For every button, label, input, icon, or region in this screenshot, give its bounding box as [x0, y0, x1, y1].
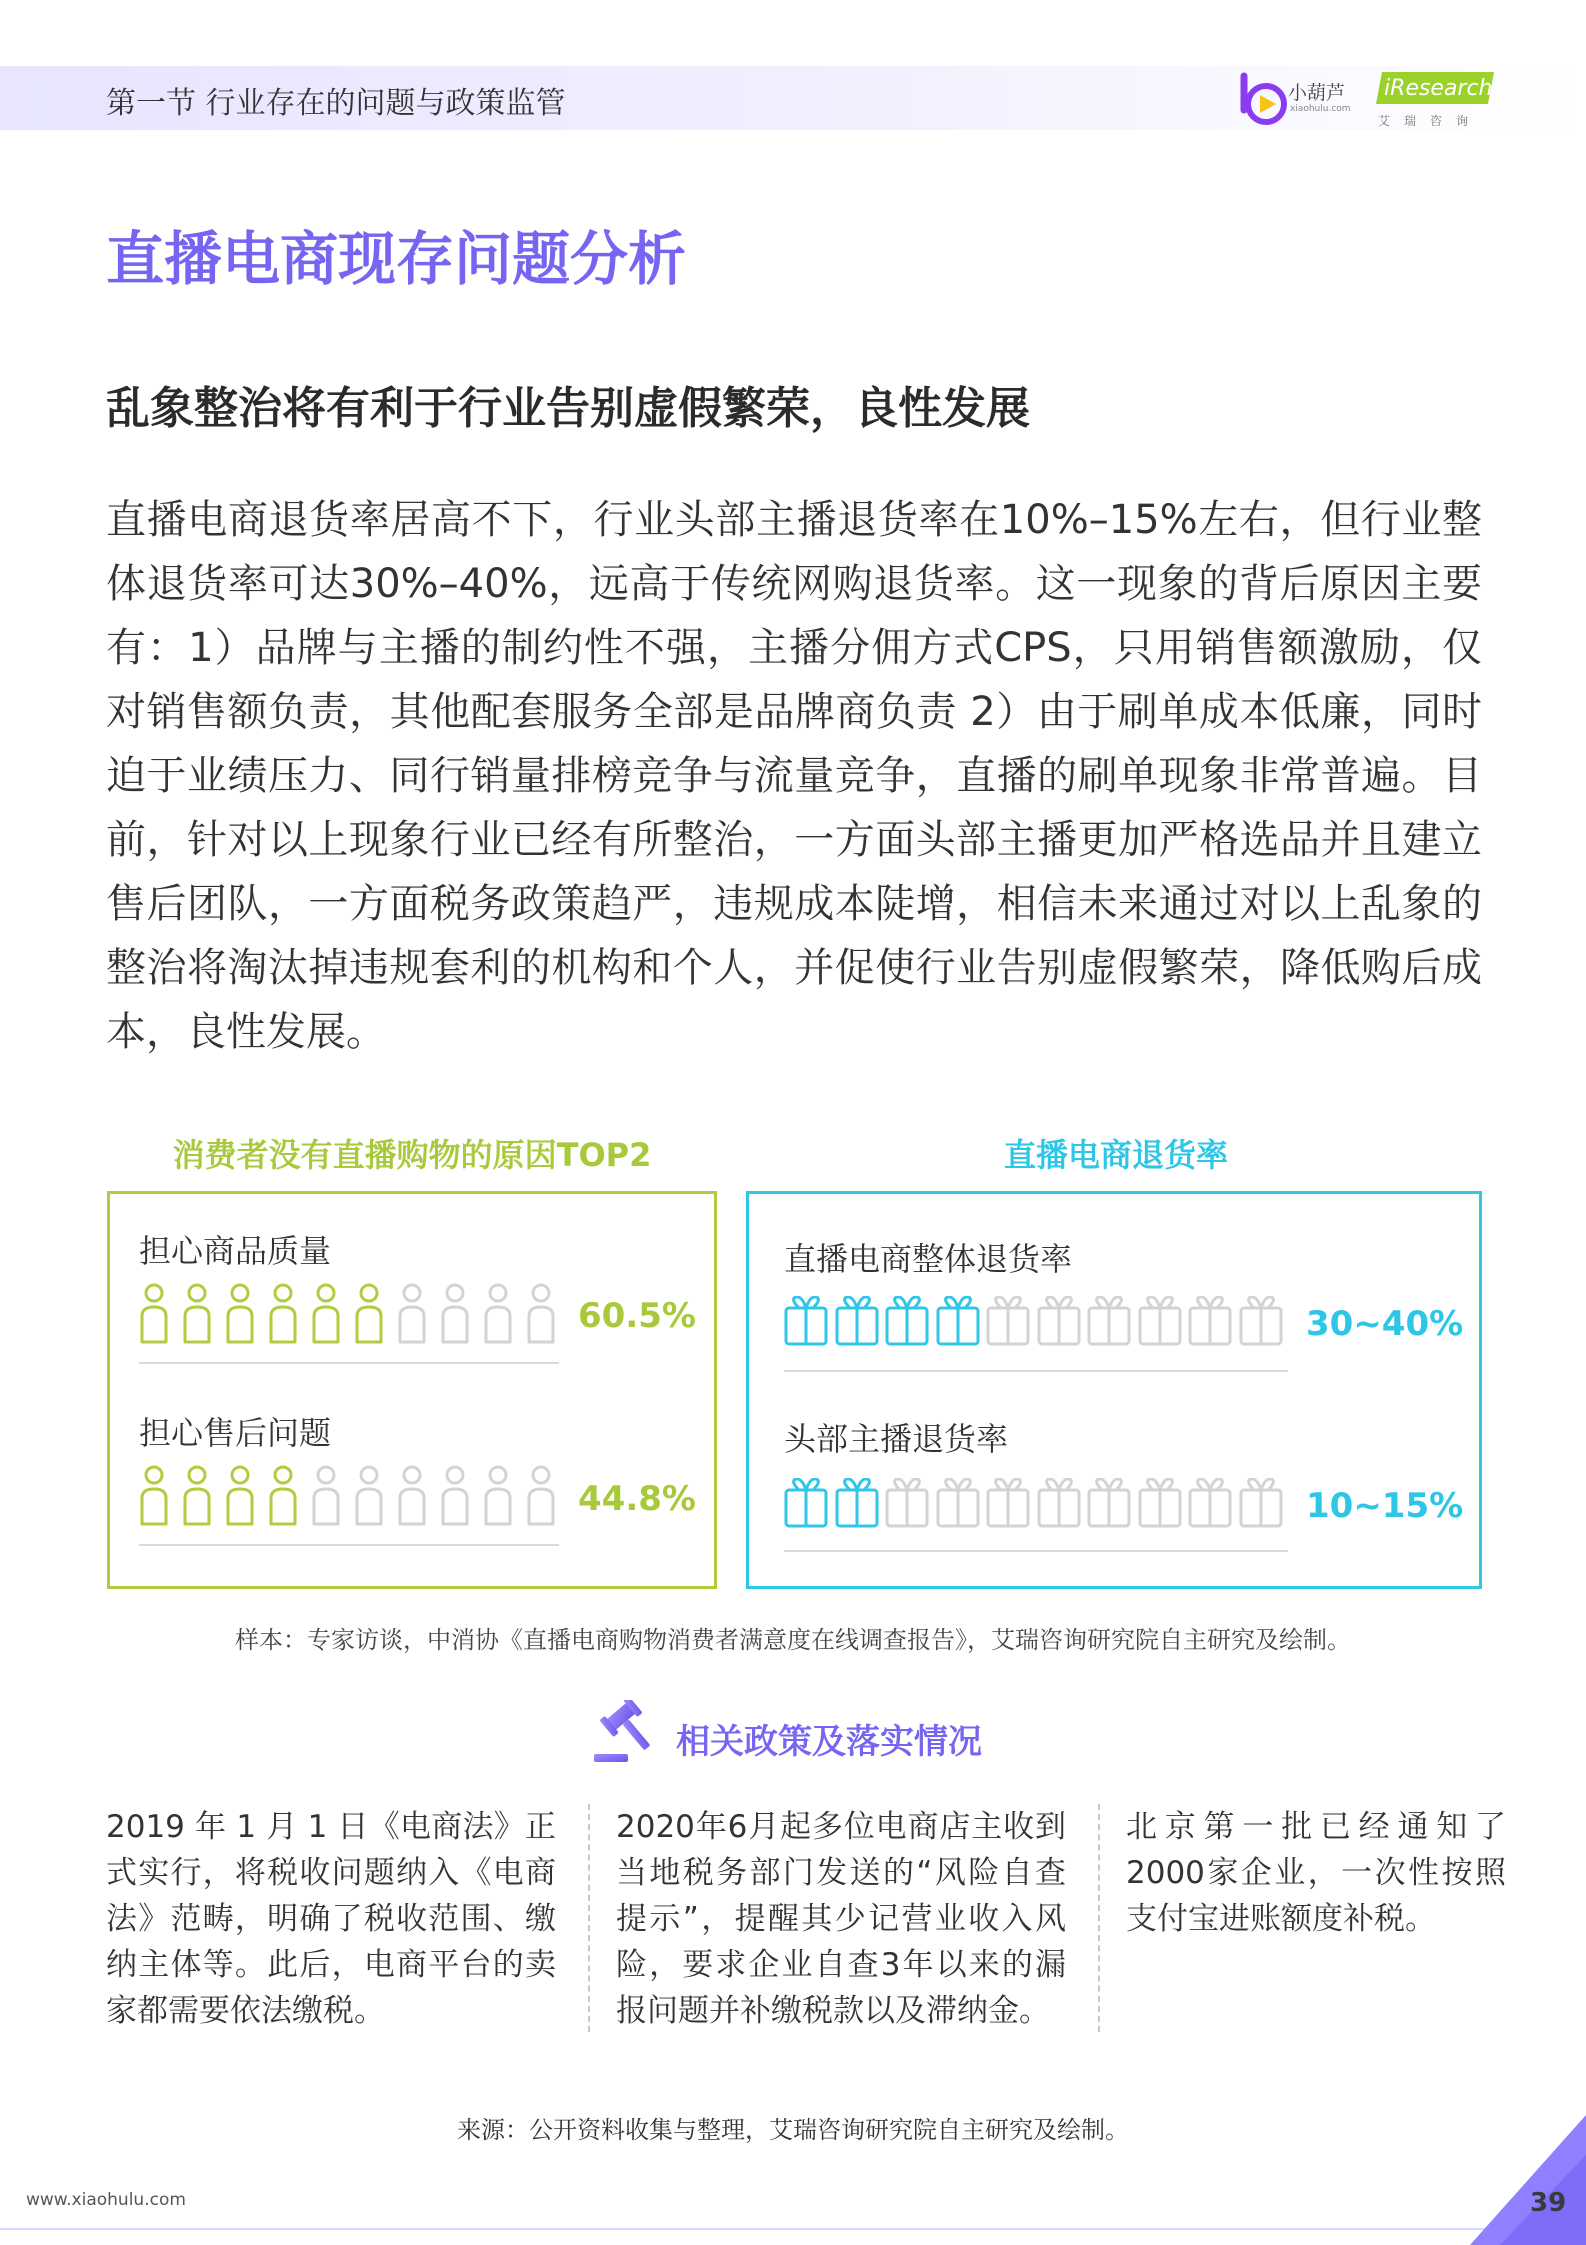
policy-divider	[588, 1804, 590, 2032]
person-icon	[225, 1464, 255, 1526]
person-icon	[440, 1464, 470, 1526]
person-icon	[397, 1282, 427, 1344]
gift-icon	[1188, 1296, 1232, 1346]
gift-icon	[835, 1296, 879, 1346]
gift-icon	[1138, 1296, 1182, 1346]
chart1-row1-icons	[139, 1282, 559, 1344]
sample-note: 样本：专家访谈，中消协《直播电商购物消费者满意度在线调查报告》，艾瑞咨询研究院自主研究及绘制。	[235, 1626, 1351, 1654]
source-note: 来源：公开资料收集与整理，艾瑞咨询研究院自主研究及绘制。	[457, 2116, 1129, 2144]
gift-icon	[1087, 1296, 1131, 1346]
chart1-row1-baseline	[139, 1362, 559, 1364]
chart2-row1-icons	[784, 1296, 1288, 1348]
gift-icon	[1037, 1296, 1081, 1346]
chart2-row2-label: 头部主播退货率	[784, 1420, 1009, 1458]
footer-line	[0, 2228, 1586, 2230]
gift-icon	[936, 1478, 980, 1528]
person-icon	[182, 1464, 212, 1526]
xiaohulu-logo-icon	[1236, 72, 1296, 128]
gift-icon	[784, 1296, 828, 1346]
person-icon	[268, 1464, 298, 1526]
chart2-row1-baseline	[784, 1370, 1288, 1372]
chart1-title: 消费者没有直播购物的原因TOP2	[172, 1136, 652, 1174]
chart2-row2-icons	[784, 1478, 1288, 1530]
person-icon	[182, 1282, 212, 1344]
person-icon	[354, 1464, 384, 1526]
xiaohulu-logo-name: 小葫芦	[1288, 82, 1346, 104]
gift-icon	[835, 1478, 879, 1528]
chart1-row2-label: 担心售后问题	[139, 1414, 332, 1452]
gift-icon	[936, 1296, 980, 1346]
person-icon	[483, 1282, 513, 1344]
gift-icon	[1138, 1478, 1182, 1528]
footer-url: www.xiaohulu.com	[26, 2190, 186, 2210]
chart2-title: 直播电商退货率	[1003, 1136, 1228, 1174]
chart1-row2-value: 44.8%	[578, 1479, 696, 1519]
gavel-icon	[590, 1700, 660, 1764]
policy-column-3: 北京第一批已经通知了2000家企业，一次性按照支付宝进账额度补税。	[1126, 1809, 1506, 1937]
chart2-row2-baseline	[784, 1550, 1288, 1552]
gift-icon	[1239, 1478, 1283, 1528]
subtitle: 乱象整治将有利于行业告别虚假繁荣，良性发展	[106, 383, 1030, 434]
person-icon	[397, 1464, 427, 1526]
chart2-row1-value: 30~40%	[1306, 1304, 1464, 1344]
page-number: 39	[1530, 2188, 1567, 2218]
section-label: 第一节 行业存在的问题与政策监管	[106, 86, 566, 121]
page-title: 直播电商现存问题分析	[106, 225, 687, 293]
gift-icon	[986, 1296, 1030, 1346]
person-icon	[526, 1464, 556, 1526]
chart1-row1-value: 60.5%	[578, 1296, 696, 1336]
gift-icon	[1037, 1478, 1081, 1528]
chart1-row2-icons	[139, 1464, 559, 1526]
gift-icon	[986, 1478, 1030, 1528]
policy-title: 相关政策及落实情况	[676, 1722, 982, 1762]
intro-paragraph: 直播电商退货率居高不下，行业头部主播退货率在10%–15%左右，但行业整体退货率可达30%–40%，远高于传统网购退货率。这一现象的背后原因主要有：1）品牌与主播的制约性不强，主播分佣方式CPS，只用销售额激励，仅对销售额负责，其他配套服务全部是品牌商负责 2）由于刷单成本低廉，同时迫于业绩压力、同行销量排榜竞争与流量竞争，直播的刷单现象非常普遍。目前，针对以上现象行业已经有所整治，一方面头部主播更加严格选品并且建立售后团队，一方面税务政策趋严，违规成本陡增，相信未来通过对以上乱象的整治将淘汰掉违规套利的机构和个人，并促使行业告别虚假繁荣，降低购后成本，良性发展。	[106, 497, 1482, 1055]
policy-column-1: 2019 年 1 月 1 日《电商法》正式实行，将税收问题纳入《电商法》范畴，明确了税收范围、缴纳主体等。此后，电商平台的卖家都需要依法缴税。	[106, 1809, 556, 2029]
gift-icon	[784, 1478, 828, 1528]
gift-icon	[885, 1296, 929, 1346]
person-icon	[311, 1282, 341, 1344]
chart1-row1-label: 担心商品质量	[139, 1232, 332, 1270]
gift-icon	[885, 1478, 929, 1528]
gift-icon	[1188, 1478, 1232, 1528]
gift-icon	[1239, 1296, 1283, 1346]
person-icon	[440, 1282, 470, 1344]
iresearch-logo-name: iResearch	[1384, 76, 1493, 101]
chart2-row1-label: 直播电商整体退货率	[784, 1240, 1073, 1278]
person-icon	[311, 1464, 341, 1526]
person-icon	[526, 1282, 556, 1344]
chart2-row2-value: 10~15%	[1306, 1486, 1464, 1526]
chart1-row2-baseline	[139, 1544, 559, 1546]
iresearch-logo-cn: 艾瑞咨询	[1378, 114, 1483, 128]
person-icon	[139, 1282, 169, 1344]
person-icon	[268, 1282, 298, 1344]
policy-column-2: 2020年6月起多位电商店主收到当地税务部门发送的“风险自查提示”，提醒其少记营业收入风险，要求企业自查3年以来的漏报问题并补缴税款以及滞纳金。	[616, 1809, 1066, 2029]
person-icon	[483, 1464, 513, 1526]
xiaohulu-logo-domain: xiaohulu.com	[1290, 104, 1351, 114]
person-icon	[225, 1282, 255, 1344]
corner-decoration	[1470, 2115, 1586, 2245]
gift-icon	[1087, 1478, 1131, 1528]
person-icon	[139, 1464, 169, 1526]
person-icon	[354, 1282, 384, 1344]
policy-divider	[1098, 1804, 1100, 2032]
